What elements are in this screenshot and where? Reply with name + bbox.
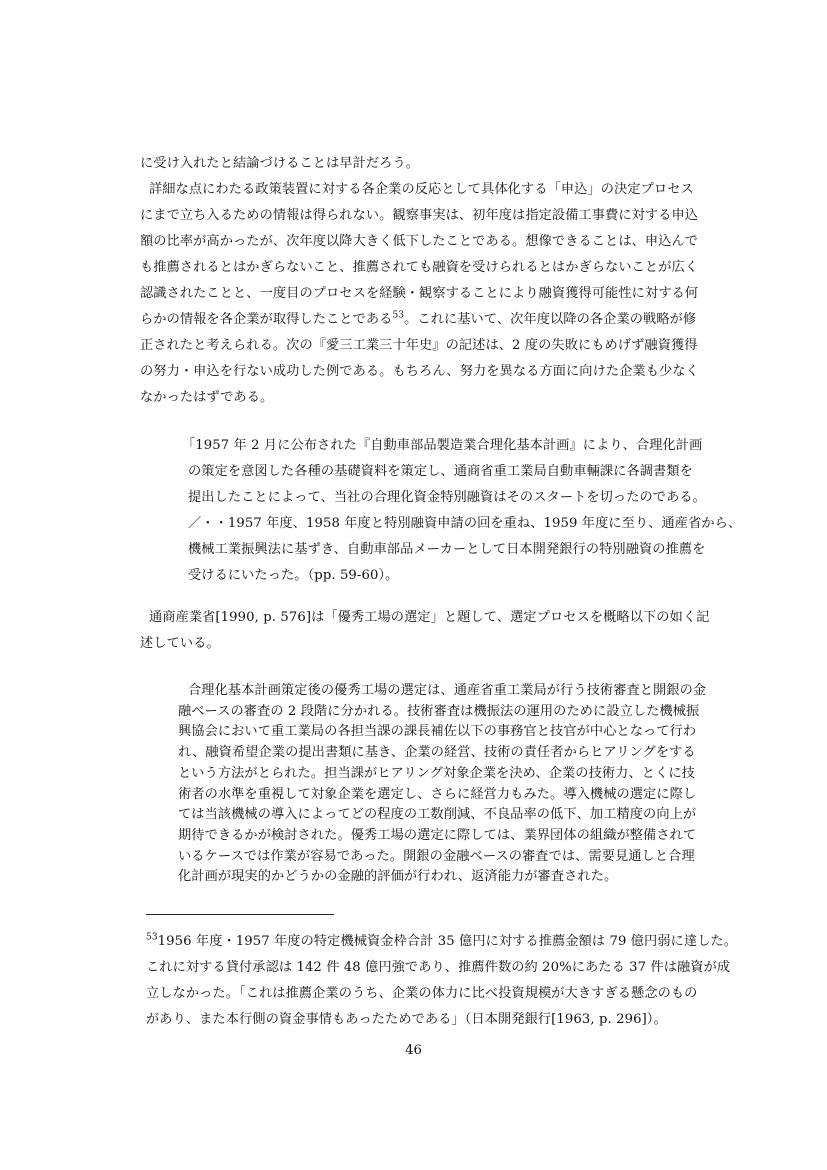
paragraph-line: にまで立ち入るための情報は得られない。観察事実は、初年度は指定設備工事費に対する申込 xyxy=(140,208,699,223)
quote-line: 融ベースの審査の 2 段階に分かれる。技術審査は機振法の運用のために設立した機械振 xyxy=(178,703,700,719)
quote-line: いるケースでは作業が容易であった。開銀の金融ベースの審査では、需要見通しと合理 xyxy=(178,848,695,864)
quote-line: ては当該機械の導入によってどの程度の工数削減、不良品率の低下、加工精度の向上が xyxy=(178,807,697,823)
quote-line: 「1957 年 2 月に公布された『自動車部品製造業合理化基本計画』により、合理化計画 xyxy=(182,438,703,453)
quote-line: の策定を意図した各種の基礎資料を策定し、通商省重工業局自動車輛課に各調書類を xyxy=(188,464,693,479)
footnote-text: 1956 年度・1957 年度の特定機械資金枠合計 35 億円に対する推薦金額は 79 億円弱に達した。 xyxy=(157,934,738,949)
paragraph-line: 通商産業省[1990, p. 576]は「優秀工場の選定」と題して、選定プロセスを概略以下の如く記 xyxy=(149,610,710,625)
paragraph-line xyxy=(140,311,696,329)
quote-line: という方法がとられた。担当課がヒアリング対象企業を決め、企業の技術力、とくに技 xyxy=(178,765,695,781)
footnote-mark: 53 xyxy=(146,932,158,943)
paragraph-line: 述している。 xyxy=(140,636,220,651)
quote-line: 合理化基本計画策定後の優秀工場の選定は、通産省重工業局が行う技術審査と開銀の金 xyxy=(188,683,707,698)
paragraph-line: に受け入れたと結論づけることは早計だろう。 xyxy=(140,156,420,171)
paragraph-text: 。これに基いて、次年度以降の各企業の戦略が修 xyxy=(404,312,697,327)
quote-line: 興協会において重工業局の各担当課の課長補佐以下の事務官と技官が中心となって行わ xyxy=(178,724,697,740)
paragraph-line: 詳細な点にわたる政策装置に対する各企業の反応として具体化する「申込」の決定プロセス xyxy=(149,182,694,197)
quote-line: 受けるにいたった。（pp. 59-60）。 xyxy=(188,568,399,583)
quote-line: れ、融資希望企業の提出書類に基き、企業の経営、技術の責任者からヒアリングをする xyxy=(178,745,696,761)
quote-line: 化計画が現実的かどうかの金融的評価が行われ、返済能力が審査された。 xyxy=(178,869,618,885)
footnote-line xyxy=(146,933,737,951)
paragraph-line: 額の比率が高かったが、次年度以降大きく低下したことである。想像できることは、申込んで xyxy=(140,234,699,249)
quote-line: 機械工業振興法に基ずき、自動車部品メーカーとして日本開発銀行の特別融資の推薦を xyxy=(188,542,706,557)
quote-line: 術者の水準を重視して対象企業を選定し、さらに経営力もみた。導入機械の選定に際し xyxy=(178,786,697,802)
quote-line: 期待できるかが検討された。優秀工場の選定に際しては、業界団体の組織が整備されて xyxy=(178,827,697,843)
quote-line: 提出したことによって、当社の合理化資金特別融資はそのスタートを切ったのである。 xyxy=(188,490,706,505)
paragraph-line: 認識されたことと、一度目のプロセスを経験・観察することにより融資獲得可能性に対する何 xyxy=(140,286,699,301)
footnote-line: これに対する貸付承認は 142 件 48 億円強であり、推薦件数の約 20%にあたる 37 件は融資が成 xyxy=(146,960,731,975)
footnote-line: 立しなかった。「これは推薦企業のうち、企業の体力に比べ投資規模が大きすぎる懸念のもの xyxy=(146,986,698,1001)
page-number: 46 xyxy=(405,1043,422,1058)
footnote-line: があり、また本行側の資金事情もあったためである」（日本開発銀行[1963, p. 296]）。 xyxy=(146,1012,667,1027)
paragraph-line: なかったはずである。 xyxy=(140,390,274,405)
paragraph-line: の努力・申込を行ない成功した例である。もちろん、努力を異なる方面に向けた企業も少なく xyxy=(140,364,699,379)
paragraph-line: も推薦されるとはかぎらないこと、推薦されても融資を受けられるとはかぎらないことが広く xyxy=(140,260,699,275)
paragraph-text: らかの情報を各企業が取得したことである xyxy=(140,312,393,327)
footnote-separator xyxy=(146,914,334,915)
footnote-reference[interactable]: 53 xyxy=(392,310,405,321)
quote-line: ／・・1957 年度、1958 年度と特別融資申請の回を重ね、1959 年度に至り、通産省から、 xyxy=(188,516,742,531)
paragraph-line: 正されたと考えられる。次の『愛三工業三十年史』の記述は、2 度の失敗にもめげず融資獲得 xyxy=(140,338,698,353)
